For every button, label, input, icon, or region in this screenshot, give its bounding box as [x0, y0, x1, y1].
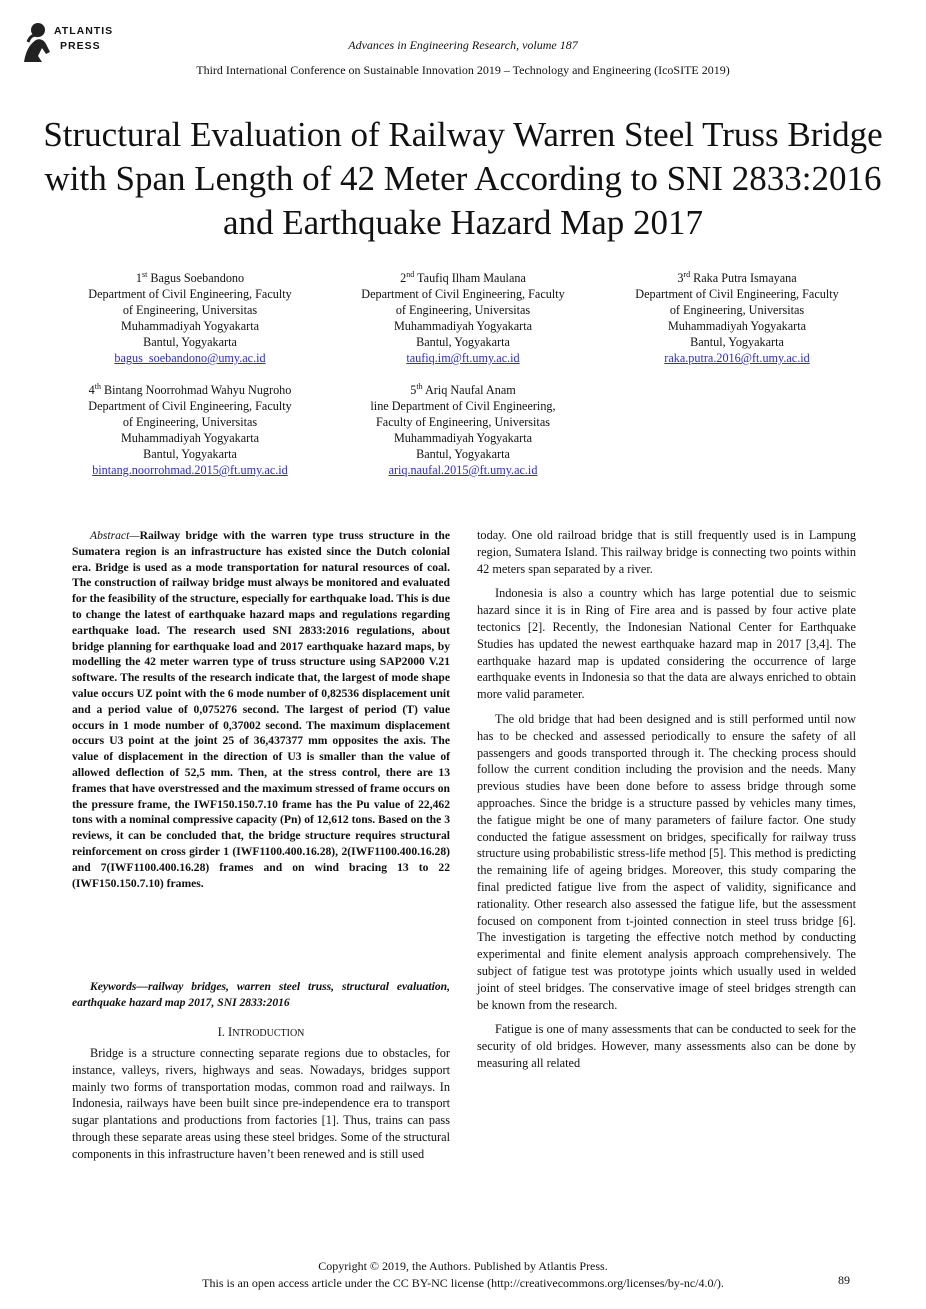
logo-line1: ATLANTIS: [54, 25, 114, 37]
author-email-link[interactable]: bagus_soebandono@umy.ac.id: [114, 351, 266, 365]
author-name: 1st Bagus Soebandono: [135, 269, 245, 285]
author-block-3: [597, 270, 877, 366]
keywords: Keywords—railway bridges, warren steel truss, structural evaluation, earthquake hazard map 2017, SNI 2833:2016: [72, 980, 450, 1009]
license-line: This is an open access article under the CC BY-NC license (http://creativecommons.org/licenses/by-nc/4.0/).: [202, 1276, 724, 1290]
affiliation-line: Muhammadiyah Yogyakarta: [120, 319, 260, 333]
left-column-body: [72, 1045, 450, 1163]
copyright-line: Copyright © 2019, the Authors. Published by Atlantis Press.: [318, 1259, 608, 1273]
affiliation-line: of Engineering, Universitas: [669, 303, 805, 317]
affiliation-line: of Engineering, Universitas: [395, 303, 531, 317]
affiliation-line: Muhammadiyah Yogyakarta: [393, 319, 533, 333]
location-line: Bantul, Yogyakarta: [143, 447, 237, 461]
affiliation-line: Muhammadiyah Yogyakarta: [667, 319, 807, 333]
author-block-4: [50, 382, 330, 478]
author-block-5: [323, 382, 603, 478]
right-column-body: [477, 527, 856, 1072]
author-email-link[interactable]: ariq.naufal.2015@ft.umy.ac.id: [388, 463, 538, 477]
location-line: Bantul, Yogyakarta: [143, 335, 237, 349]
author-name: 3rd Raka Putra Ismayana: [677, 269, 797, 285]
affiliation-line: Department of Civil Engineering, Faculty: [88, 287, 292, 301]
affiliation-line: Department of Civil Engineering, Faculty: [361, 287, 565, 301]
journal-header: Advances in Engineering Research, volume 187: [348, 38, 578, 52]
paragraph: Fatigue is one of many assessments that can be conducted to seek for the security of old bridges. However, many assessments also can be done by measuring all related: [477, 1022, 856, 1070]
paragraph: Indonesia is also a country which has large potential due to seismic hazard since it is in Ring of Fire area and is passed by four active plate tectonics [2]. Recently, the Indonesian National Center for Earthquake Studies has updated the newest earthquake hazard map in 2017 [3,4]. The earthquake hazard map is updated considering the occurrence of large earthquake events in Indonesia so that the data are always enriched to obtain more valid parameter.: [477, 586, 856, 702]
author-email-link[interactable]: raka.putra.2016@ft.umy.ac.id: [664, 351, 810, 365]
paper-title: Structural Evaluation of Railway Warren Steel Truss Bridge with Span Length of 42 Meter According to SNI 2833:2016 and Earthquake Hazard Map 2017: [43, 115, 883, 242]
author-name: 2nd Taufiq Ilham Maulana: [400, 269, 526, 285]
author-block-2: [323, 270, 603, 366]
paragraph: Bridge is a structure connecting separate regions due to obstacles, for instance, valleys, rivers, highways and seas. Nowadays, bridges support mainly two forms of transportation modas, common road and railways. In Indonesia, railways have been built since pre-independence era to transport sugar plantations and productions from factories [1]. Thus, trains can pass through these separate areas using these steel bridges. Some of the structural components in this infrastructure haven’t been renewed and is still used: [72, 1046, 450, 1161]
abstract: [72, 528, 450, 891]
author-name: 5th Ariq Naufal Anam: [410, 381, 516, 397]
affiliation-line: of Engineering, Universitas: [122, 415, 258, 429]
affiliation-line: Muhammadiyah Yogyakarta: [393, 431, 533, 445]
paragraph: today. One old railroad bridge that is still frequently used is in Lampung region, Sumatera Island. This railway bridge is connecting two points within 42 meters span separated by a river.: [477, 528, 856, 576]
page-number: 89: [838, 1273, 850, 1287]
abstract-label: Abstract—: [90, 529, 140, 542]
affiliation-line: line Department of Civil Engineering,: [370, 399, 556, 413]
affiliation-line: Muhammadiyah Yogyakarta: [120, 431, 260, 445]
conference-header: Third International Conference on Sustainable Innovation 2019 – Technology and Engineering (IcoSITE 2019): [196, 63, 730, 77]
location-line: Bantul, Yogyakarta: [690, 335, 784, 349]
author-name: 4th Bintang Noorrohmad Wahyu Nugroho: [88, 381, 292, 397]
affiliation-line: Faculty of Engineering, Universitas: [376, 415, 550, 429]
location-line: Bantul, Yogyakarta: [416, 335, 510, 349]
affiliation-line: of Engineering, Universitas: [122, 303, 258, 317]
author-email-link[interactable]: taufiq.im@ft.umy.ac.id: [406, 351, 520, 365]
affiliation-line: Department of Civil Engineering, Faculty: [635, 287, 839, 301]
section-heading-introduction: I. INTRODUCTION: [217, 1025, 305, 1039]
logo-line2: PRESS: [60, 40, 101, 52]
abstract-body: Railway bridge with the warren type truss structure in the Sumatera region is an infrastructure has existed since the Dutch colonial era. Bridge is used as a mode transportation for natural resources of coal. The construction of railway bridge must always be monitored and evaluated for the feasibility of the structure, especially for earthquake load. This is due to change the latest of earthquake hazard maps and regulations regarding earthquake load. The research used SNI 2833:2016 regulations, about bridge planning for earthquake load and 2017 earthquake hazard maps, by modelling the 42 meter warren type of truss structure using SAP2000 V.21 software. The results of the research indicate that, the largest of mode shape value occurs UZ point with the 6 mode number of 0,82536 displacement unit and a period value of 0,075276 second. The largest of period (T) value occurs in 1 mode number of 0,37002 second. The maximum displacement occurs U3 point at the joint 25 of 36,437377 mm opposites the axis. The value of displacement in the direction of U3 is smaller than the value of allowed deflection of 52,5 mm. Then, at the stress control, there are 13 frames that have overstressed and the maximum stressed of frame occurs on the pressure frame, the IWF150.150.7.10 frame has the Pu value of 22,462 tons with a nominal compressive capacity (Pn) of 12,612 tons. Based on the 3 reviews, it can be concluded that, the bridge structure requires structural reinforcement on cross girder 1 (IWF1100.400.16.28), 2(IWF1100.400.16.28) and 7(IWF1100.400.16.28) frames and on wind bracing 13 to 22 (IWF150.150.7.10) frames.: [72, 529, 450, 890]
paragraph: The old bridge that had been designed and is still performed until now has to be checked and assessed periodically to ensure the safety of all passengers and goods transported through it. The checking process should follow the current condition including the provision and the needs. Many previous studies have been done before to assess bridge through some approaches. Since the bridge is a structure passed by vehicles many times, the fatigue might be one of many parameters of failure factor. One study conducted the fatigue assessment on bridges, specifically for railway truss structure using probabilistic stress-life method [5]. This method is predicting the remaining life of ageing bridges. Moreover, this study comparing the final predicted fatigue live from the aspect of validity, significance and rationality. Other research also assessed the fatigue life, but the assessment focused on component from t-jointed connection in steel truss bridge [6]. The investigation is targeting the effective notch method by conducting experimental and finite element analysis approach comprehensively. The subject of fatigue test was prototype joints which usually used in welded joint of steel bridges. The conservative image of steel bridges strength can be known from the research.: [477, 711, 856, 1012]
affiliation-line: Department of Civil Engineering, Faculty: [88, 399, 292, 413]
location-line: Bantul, Yogyakarta: [416, 447, 510, 461]
author-email-link[interactable]: bintang.noorrohmad.2015@ft.umy.ac.id: [92, 463, 288, 477]
footer-copyright: [0, 1258, 926, 1292]
author-block-1: [50, 270, 330, 366]
